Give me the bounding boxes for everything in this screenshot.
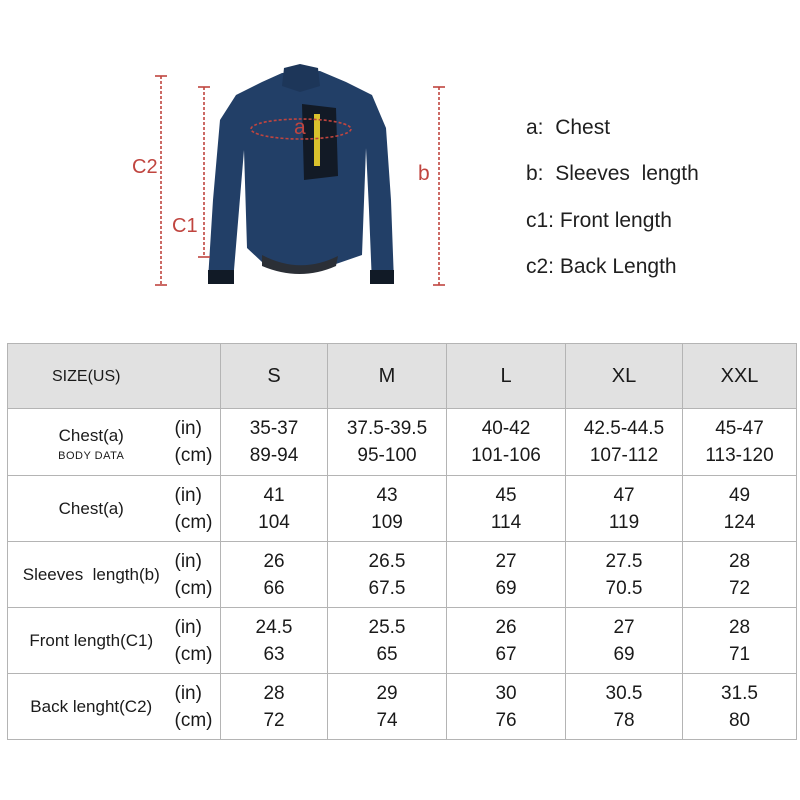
body-data-row bbox=[8, 409, 797, 476]
legend-chest: a: Chest bbox=[526, 116, 611, 139]
legend-sleeves: b: Sleeves length bbox=[526, 162, 699, 185]
table-cell: 26.5 67.5 bbox=[328, 542, 447, 608]
body-data-sublabel: BODY DATA bbox=[58, 449, 125, 462]
legend-front-length: c1: Front length bbox=[526, 209, 672, 232]
table-cell: 27 69 bbox=[447, 542, 566, 608]
zipper bbox=[314, 114, 320, 166]
unit-cell: (in) (cm) bbox=[171, 409, 221, 476]
table-row bbox=[8, 542, 797, 608]
body-data-label: Chest(a) BODY DATA bbox=[8, 409, 171, 476]
table-cell: 45-47 113-120 bbox=[683, 409, 797, 476]
table-cell: 31.5 80 bbox=[683, 674, 797, 740]
size-xxl: XXL bbox=[683, 344, 797, 409]
table-row bbox=[8, 674, 797, 740]
table-cell: 43 109 bbox=[328, 476, 447, 542]
table-cell: 26 67 bbox=[447, 608, 566, 674]
label-b: b bbox=[418, 162, 430, 185]
size-l: L bbox=[447, 344, 566, 409]
unit-cell: (in) (cm) bbox=[171, 542, 221, 608]
table-cell: 45 114 bbox=[447, 476, 566, 542]
label-a: a bbox=[294, 116, 306, 139]
label-c2: C2 bbox=[132, 156, 158, 178]
right-cuff bbox=[370, 270, 394, 284]
table-cell: 27.5 70.5 bbox=[566, 542, 683, 608]
label-c1: C1 bbox=[172, 215, 198, 237]
row-label: Sleeves length(b) bbox=[8, 542, 171, 608]
table-cell: 29 74 bbox=[328, 674, 447, 740]
size-m: M bbox=[328, 344, 447, 409]
table-cell: 35-37 89-94 bbox=[221, 409, 328, 476]
size-header-row bbox=[8, 344, 797, 409]
table-cell: 25.5 65 bbox=[328, 608, 447, 674]
table-cell: 24.5 63 bbox=[221, 608, 328, 674]
size-header-label: SIZE(US) bbox=[8, 344, 221, 409]
unit-cell: (in) (cm) bbox=[171, 608, 221, 674]
row-label: Front length(C1) bbox=[8, 608, 171, 674]
size-xl: XL bbox=[566, 344, 683, 409]
jacket-body bbox=[208, 71, 394, 284]
legend-back-length: c2: Back Length bbox=[526, 255, 677, 278]
table-cell: 28 72 bbox=[221, 674, 328, 740]
table-cell: 47 119 bbox=[566, 476, 683, 542]
table-cell: 41 104 bbox=[221, 476, 328, 542]
table-cell: 26 66 bbox=[221, 542, 328, 608]
table-row bbox=[8, 476, 797, 542]
table-cell: 37.5-39.5 95-100 bbox=[328, 409, 447, 476]
jacket-figure bbox=[0, 0, 800, 330]
table-cell: 28 71 bbox=[683, 608, 797, 674]
table-cell: 30.5 78 bbox=[566, 674, 683, 740]
table-row bbox=[8, 608, 797, 674]
table-cell: 40-42 101-106 bbox=[447, 409, 566, 476]
left-cuff bbox=[208, 270, 234, 284]
table-cell: 30 76 bbox=[447, 674, 566, 740]
table-cell: 27 69 bbox=[566, 608, 683, 674]
row-label: Chest(a) bbox=[8, 476, 171, 542]
unit-cell: (in) (cm) bbox=[171, 476, 221, 542]
table-cell: 42.5-44.5 107-112 bbox=[566, 409, 683, 476]
table-cell: 28 72 bbox=[683, 542, 797, 608]
table-cell: 49 124 bbox=[683, 476, 797, 542]
unit-cell: (in) (cm) bbox=[171, 674, 221, 740]
row-label: Back lenght(C2) bbox=[8, 674, 171, 740]
size-s: S bbox=[221, 344, 328, 409]
size-table bbox=[7, 343, 797, 740]
